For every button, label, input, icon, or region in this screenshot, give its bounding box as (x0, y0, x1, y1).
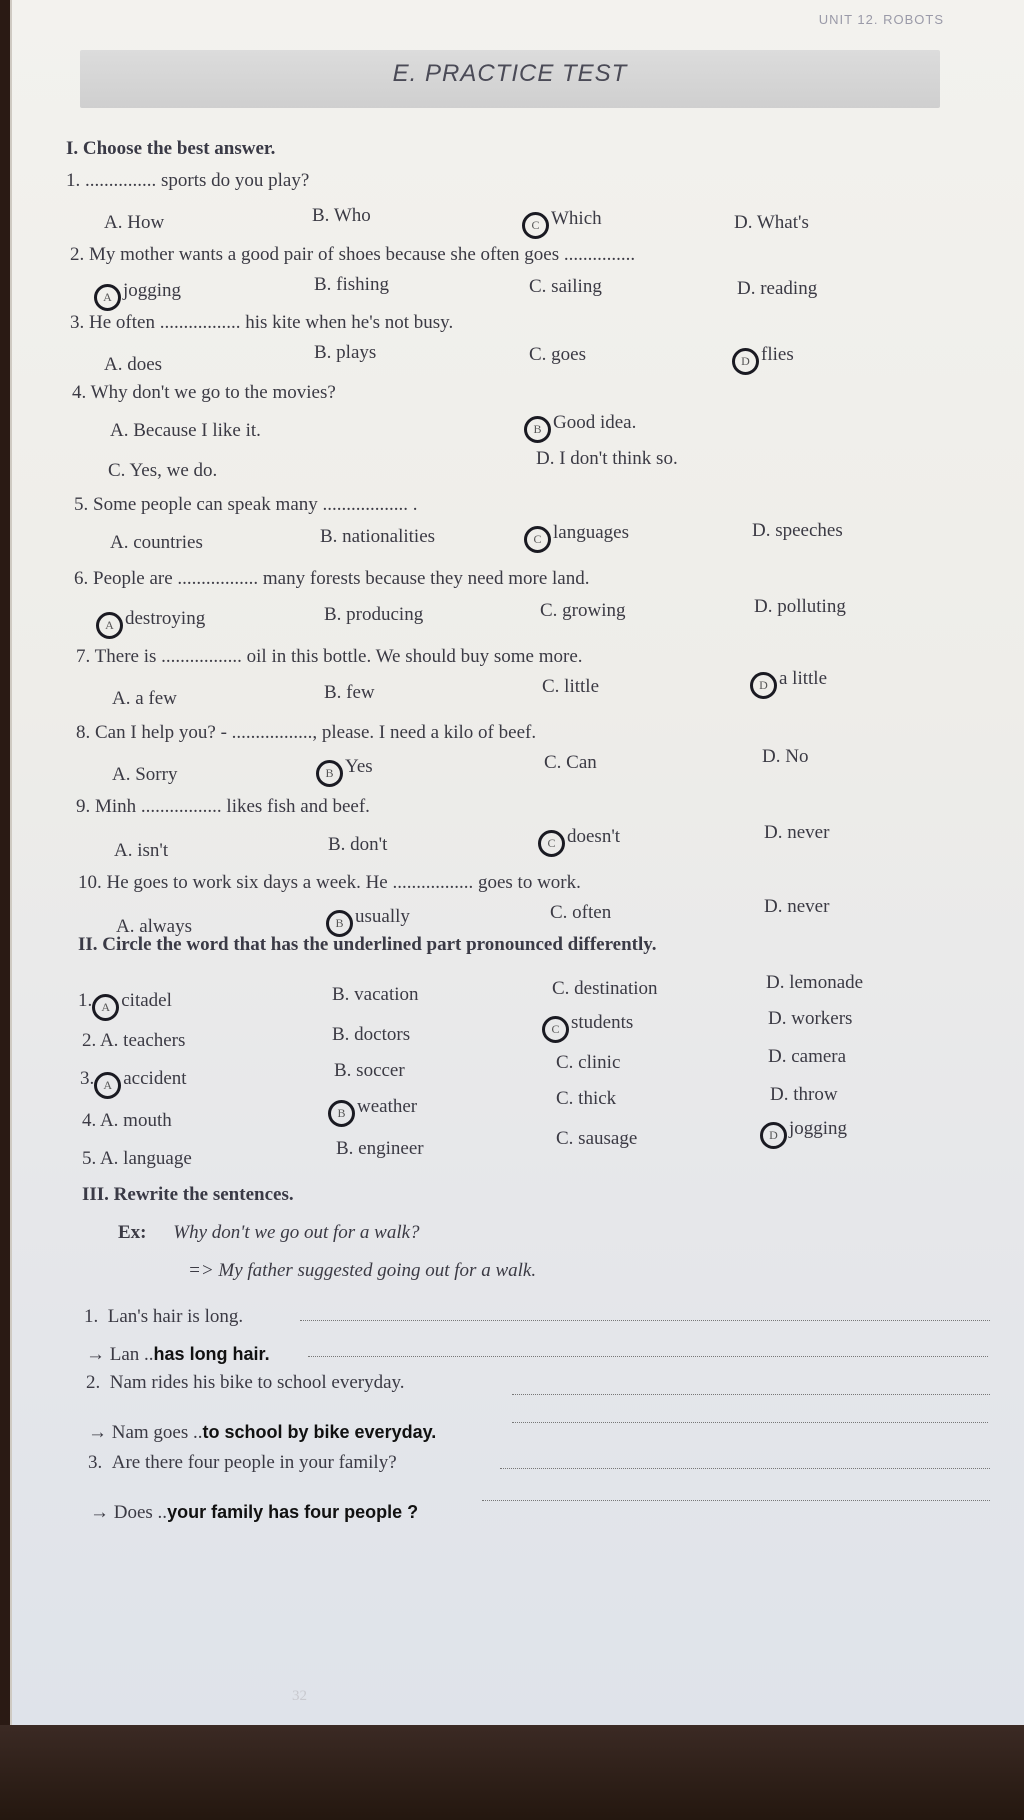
q7-option-b: B. few (324, 682, 375, 703)
rewrite-1-dotted-line (308, 1356, 988, 1357)
rewrite-2-dotted-line (512, 1422, 988, 1423)
q9-option-a: A. isn't (114, 840, 169, 861)
q5-option-a: A. countries (110, 532, 203, 553)
s2-row-4-d: D. throw (770, 1084, 838, 1105)
s2-row-4-b-circled: B weather (328, 1096, 417, 1127)
q4-option-b-circled: B Good idea. (524, 412, 636, 443)
answer-circle-icon: C (524, 526, 551, 553)
s2-row-1-a-circled: 1. A citadel (78, 990, 172, 1021)
rewrite-3-dotted-line-top (500, 1468, 990, 1469)
answer-circle-icon: B (328, 1100, 355, 1127)
s2-row-4-a: 4. A. mouth (82, 1110, 172, 1131)
q2-option-d: D. reading (737, 278, 818, 299)
q6-option-d: D. polluting (754, 596, 846, 617)
page-title: E. PRACTICE TEST (392, 60, 628, 87)
rewrite-3-dotted-line (482, 1500, 990, 1501)
q5-option-d: D. speeches (752, 520, 843, 541)
answer-circle-icon: C (522, 212, 549, 239)
s2-row-2-b: B. doctors (332, 1024, 411, 1045)
answer-circle-icon: B (316, 760, 343, 787)
rewrite-3-prompt: 3. Are there four people in your family? (88, 1452, 397, 1473)
question-4: 4. Why don't we go to the movies? (72, 382, 336, 403)
s2-row-1-b: B. vacation (332, 984, 419, 1005)
q1-option-a: A. How (104, 212, 165, 233)
q8-option-d: D. No (762, 746, 809, 767)
q10-option-a: A. always (116, 916, 192, 937)
rewrite-1-prompt: 1. Lan's hair is long. (84, 1306, 244, 1327)
q8-option-c: C. Can (544, 752, 597, 773)
question-7: 7. There is ................. oil in this bottle. We should buy some more. (76, 646, 583, 667)
s2-row-1-c: C. destination (552, 978, 658, 999)
s2-row-3-b: B. soccer (334, 1060, 405, 1081)
answer-circle-icon: A (92, 994, 119, 1021)
answer-circle-icon: D (732, 348, 759, 375)
s2-row-2-a: 2. A. teachers (82, 1030, 186, 1051)
q7-option-c: C. little (542, 676, 599, 697)
question-9: 9. Minh ................. likes fish and beef. (76, 796, 370, 817)
table-surface-background (0, 1725, 1024, 1820)
s2-row-5-c: C. sausage (556, 1128, 638, 1149)
unit-header: UNIT 12. ROBOTS (818, 12, 944, 27)
title-band (80, 50, 940, 108)
section1-heading: I. Choose the best answer. (66, 138, 276, 159)
s2-row-2-c-circled: C students (542, 1012, 633, 1043)
answer-circle-icon: D (760, 1122, 787, 1149)
q6-option-c: C. growing (540, 600, 626, 621)
answer-circle-icon: A (96, 612, 123, 639)
question-5: 5. Some people can speak many .................. . (74, 494, 418, 515)
s2-row-2-d: D. workers (768, 1008, 853, 1029)
q5-option-c-circled: C languages (524, 522, 629, 553)
s2-row-5-a: 5. A. language (82, 1148, 192, 1169)
rewrite-2-dotted-line-top (512, 1394, 990, 1395)
q2-option-a-circled: A jogging (94, 280, 181, 311)
q10-option-b-circled: B usually (326, 906, 410, 937)
q1-option-c-circled: C Which (522, 208, 602, 239)
rewrite-2-prompt: 2. Nam rides his bike to school everyday. (86, 1372, 405, 1393)
section3-heading: III. Rewrite the sentences. (82, 1184, 294, 1205)
q10-option-c: C. often (550, 902, 612, 923)
q4-option-d: D. I don't think so. (536, 448, 678, 469)
rewrite-3-answer[interactable]: your family has four people ? (167, 1502, 419, 1522)
question-1: 1. ............... sports do you play? (66, 170, 310, 191)
q9-option-d: D. never (764, 822, 830, 843)
rewrite-1-dotted-line-top (300, 1320, 990, 1321)
q2-option-c: C. sailing (529, 276, 602, 297)
s2-row-4-c: C. thick (556, 1088, 617, 1109)
rewrite-2-answer-line: → Nam goes ..to school by bike everyday. (88, 1422, 437, 1443)
q3-option-a: A. does (104, 354, 163, 375)
q7-option-d-circled: D a little (750, 668, 827, 699)
q2-option-b: B. fishing (314, 274, 389, 295)
q4-option-a: A. Because I like it. (110, 420, 261, 441)
answer-circle-icon: A (94, 1072, 121, 1099)
q6-option-b: B. producing (324, 604, 424, 625)
rewrite-3-answer-line: → Does ..your family has four people ? (90, 1502, 419, 1523)
answer-circle-icon: C (538, 830, 565, 857)
q7-option-a: A. a few (112, 688, 177, 709)
question-8: 8. Can I help you? - ................., please. I need a kilo of beef. (76, 722, 537, 743)
s2-row-3-a-circled: 3. A accident (80, 1068, 187, 1099)
q6-option-a-circled: A destroying (96, 608, 205, 639)
s2-row-3-c: C. clinic (556, 1052, 621, 1073)
answer-circle-icon: B (524, 416, 551, 443)
q3-option-d-circled: D flies (732, 344, 794, 375)
rewrite-2-answer[interactable]: to school by bike everyday. (202, 1422, 437, 1442)
answer-circle-icon: B (326, 910, 353, 937)
section2-heading: II. Circle the word that has the underlined part pronounced differently. (78, 934, 657, 955)
answer-circle-icon: D (750, 672, 777, 699)
q1-option-b: B. Who (312, 205, 371, 226)
page-number: 32 (292, 1688, 307, 1704)
q8-option-b-circled: B Yes (316, 756, 373, 787)
q3-option-b: B. plays (314, 342, 377, 363)
example-question: Ex: Why don't we go out for a walk? (118, 1222, 420, 1243)
q3-option-c: C. goes (529, 344, 586, 365)
s2-row-5-d-circled: D jogging (760, 1118, 847, 1149)
q8-option-a: A. Sorry (112, 764, 178, 785)
question-10: 10. He goes to work six days a week. He ................. goes to work. (78, 872, 581, 893)
rewrite-1-answer-line: → Lan ..has long hair. (86, 1344, 270, 1365)
q9-option-b: B. don't (328, 834, 388, 855)
s2-row-1-d: D. lemonade (766, 972, 864, 993)
q9-option-c-circled: C doesn't (538, 826, 620, 857)
question-3: 3. He often ................. his kite when he's not busy. (70, 312, 454, 333)
question-2: 2. My mother wants a good pair of shoes because she often goes ............... (70, 244, 636, 265)
answer-circle-icon: A (94, 284, 121, 311)
s2-row-5-b: B. engineer (336, 1138, 424, 1159)
worksheet-page (10, 0, 1024, 1725)
question-6: 6. People are ................. many forests because they need more land. (74, 568, 590, 589)
rewrite-1-answer[interactable]: has long hair. (153, 1344, 270, 1364)
s2-row-3-d: D. camera (768, 1046, 847, 1067)
answer-circle-icon: C (542, 1016, 569, 1043)
q5-option-b: B. nationalities (320, 526, 436, 547)
q10-option-d: D. never (764, 896, 830, 917)
q4-option-c: C. Yes, we do. (108, 460, 218, 481)
q1-option-d: D. What's (734, 212, 809, 233)
example-answer: => My father suggested going out for a walk. (188, 1260, 537, 1281)
